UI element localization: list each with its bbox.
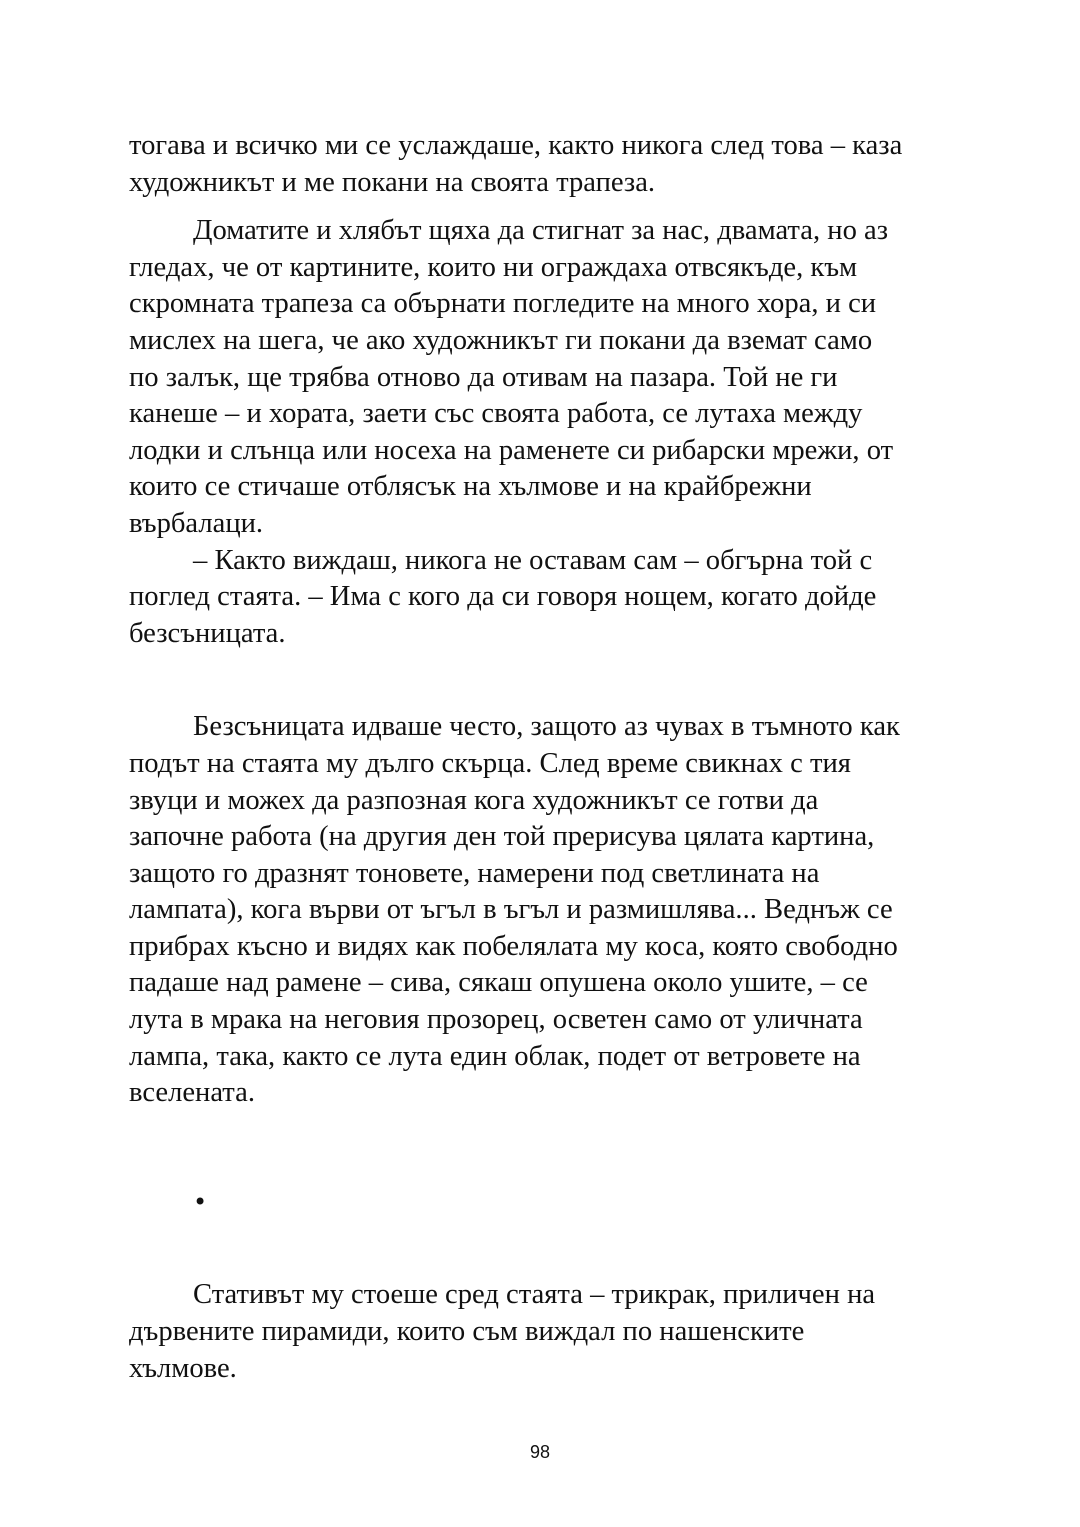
text-line: прибрах късно и видях как побелялата му коса, която свободно [129,930,898,962]
text-line: гледах, че от картините, които ни ограждаха отвсякъде, към [129,251,858,283]
text-line: мислех на шега, че ако художникът ги покани да вземат само [129,324,873,356]
text-line: върбалаци. [129,507,264,539]
text-line: които се стичаше отблясък на хълмове и на крайбрежни [129,471,812,503]
page-text [129,128,959,1387]
text-line: падаше над рамене – сива, сякаш опушена около ушите, – се [129,967,868,999]
paragraph-3 [129,543,959,653]
text-line: Доматите и хлябът щяха да стигнат за нас, двамата, но аз [193,215,889,247]
bullet-icon: • [193,1187,208,1216]
section-gap [129,1112,959,1184]
paragraph-gap [129,201,959,213]
text-line: – Както виждаш, никога не оставам сам – обгърна той с [193,544,873,576]
text-line: художникът и ме покани на своята трапеза. [129,166,656,198]
paragraph-5 [129,1277,959,1387]
paragraph-4 [129,709,959,1112]
text-line: звуци и можех да разпозная кога художникът се готви да [129,784,819,816]
page-number: 98 [529,1442,551,1462]
paragraph-2 [129,213,959,542]
text-line: защото го дразнят тоновете, намерени под светлината на [129,857,820,889]
text-line: скромната трапеза са обърнати погледите на много хора, и си [129,288,877,320]
text-line: хълмове. [129,1352,237,1384]
section-gap [129,652,959,709]
text-line: лута в мрака на неговия прозорец, осветен само от уличната [129,1004,863,1036]
text-line: започне работа (на другия ден той прерисува цялата картина, [129,821,875,853]
text-line: поглед стаята. – Има с кого да си говоря нощем, когато дойде [129,581,877,613]
text-line: по залък, ще трябва отново да отивам на пазара. Той не ги [129,361,838,393]
text-line: канеше – и хората, заети със своята работа, се лутаха между [129,398,863,430]
text-line: лодки и слънца или носеха на раменете си рибарски мрежи, от [129,434,894,466]
text-line: дървените пирамиди, които съм виждал по нашенските [129,1316,805,1348]
text-line: Стативът му стоеше сред стаята – трикрак, приличен на [193,1279,876,1311]
paragraph-1 [129,128,959,201]
text-line: безсъницата. [129,617,286,649]
text-line: вселената. [129,1077,255,1109]
section-gap [129,1220,959,1277]
text-line: подът на стаята му дълго скърца. След време свикнах с тия [129,747,851,779]
text-line: тогава и всичко ми се услаждаше, както никога след това – каза [129,130,903,161]
text-line: Безсъницата идваше често, защото аз чувах в тъмното как [193,711,900,743]
text-line: лампата), кога върви от ъгъл в ъгъл и размишлява... Веднъж се [129,894,893,926]
section-separator [129,1184,959,1221]
text-line: лампа, така, както се лута един облак, подет от ветровете на [129,1040,861,1072]
